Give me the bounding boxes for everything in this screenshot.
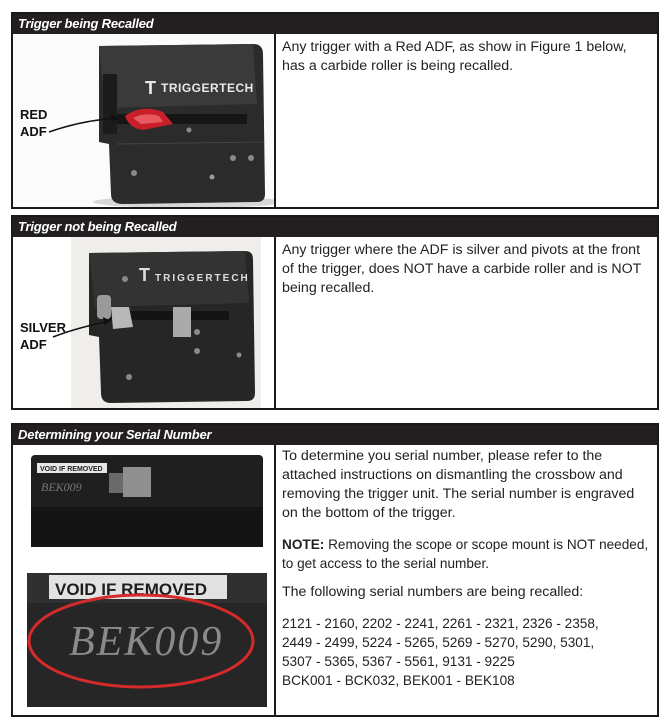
section-serial-number [11, 423, 659, 717]
photo-red-adf-trigger [13, 34, 276, 207]
void-sticker-label: VOID IF REMOVED [55, 580, 208, 599]
serial-instructions [276, 445, 657, 715]
recalled-description: Any trigger with a Red ADF, as show in Figure 1 below, has a carbide roller is being recalled. [282, 39, 627, 74]
svg-text:T: T [139, 265, 150, 285]
dismantling-paragraph: To determine you serial number, please refer to the attached instructions on dismantling the crossbow and removing the trigger unit. The serial number is engraved on the bottom of the trigger. [282, 448, 635, 521]
svg-text:VOID IF REMOVED: VOID IF REMOVED [40, 466, 103, 473]
serial-list [282, 614, 651, 690]
section-recalled [11, 12, 659, 209]
note-label: NOTE: [282, 537, 325, 552]
section-header: Determining your Serial Number [13, 425, 657, 445]
svg-text:BEK009: BEK009 [41, 480, 82, 494]
callout-red-adf: RED ADF [20, 107, 48, 139]
photo-serial-engraving [13, 445, 276, 715]
serial-photo [13, 445, 274, 715]
callout-silver-adf: SILVER ADF [20, 320, 66, 352]
serial-line: 2449 - 2499, 5224 - 5265, 5269 - 5270, 5290, 5301, [282, 635, 595, 650]
brand-label: TRIGGERTECH [161, 81, 254, 95]
note-text: Removing the scope or scope mount is NOT needed, to get access to the serial number. [282, 537, 649, 571]
serial-line: 2121 - 2160, 2202 - 2241, 2261 - 2321, 2326 - 2358, [282, 616, 599, 631]
svg-text:T: T [145, 78, 156, 98]
brand-label: TRIGGERTECH [155, 273, 250, 284]
trigger-photo [13, 34, 274, 207]
section-header: Trigger being Recalled [13, 14, 657, 34]
serial-line: BCK001 - BCK032, BEK001 - BEK108 [282, 673, 515, 688]
section-not-recalled [11, 215, 659, 410]
note-paragraph [282, 535, 651, 573]
serials-intro: The following serial numbers are being recalled: [282, 584, 584, 600]
engraved-serial: BEK009 [69, 619, 224, 665]
not-recalled-description: Any trigger where the ADF is silver and pivots at the front of the trigger, does NOT have a carbide roller and is NOT being recalled. [282, 242, 642, 296]
photo-silver-adf-trigger [13, 237, 276, 408]
serial-line: 5307 - 5365, 5367 - 5561, 9131 - 9225 [282, 654, 515, 669]
section-header: Trigger not being Recalled [13, 217, 657, 237]
